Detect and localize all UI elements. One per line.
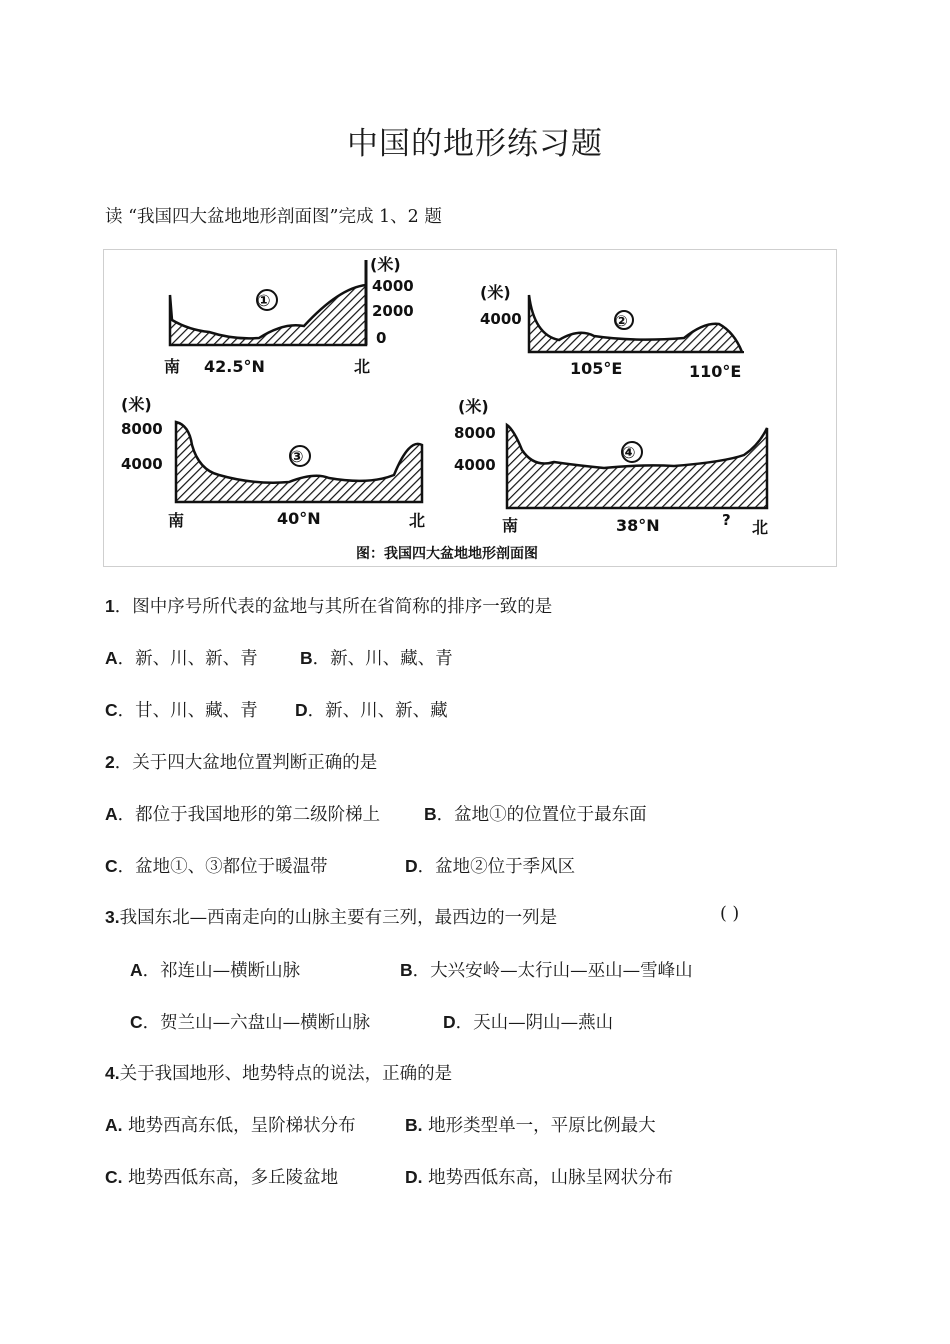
option-text: ．祁连山—横断山脉: [142, 961, 301, 981]
option-text: ．盆地②位于季风区: [417, 857, 576, 877]
figure-caption: 图：我国四大盆地地形剖面图: [356, 546, 538, 562]
option-label: A: [130, 960, 143, 980]
question-4-option-b: [405, 1112, 656, 1137]
question-4: [105, 1060, 452, 1085]
panel-3-north: 北: [409, 511, 426, 530]
option-label: D: [405, 856, 418, 876]
option-text: 地形类型单一，平原比例最大: [428, 1116, 656, 1136]
question-2-option-c: [105, 853, 328, 878]
option-label: C: [130, 1012, 143, 1032]
panel-4-north: 北: [752, 518, 769, 537]
profile-area-4: [507, 425, 767, 508]
panel-3-number: ③: [290, 447, 304, 466]
option-label: D: [295, 700, 308, 720]
option-label: C: [105, 700, 118, 720]
panel-1-number: ①: [257, 291, 271, 310]
option-text: ．新、川、新、藏: [307, 701, 448, 721]
page-title: 中国的地形练习题: [347, 126, 603, 162]
panel-3-unit: (米): [121, 395, 152, 414]
question-3-option-d: [443, 1009, 613, 1034]
profile-area-2: [529, 295, 742, 352]
panel-4-mark: ?: [722, 511, 731, 529]
panel-1-unit: (米): [370, 255, 401, 274]
basin-profile-svg: [104, 250, 836, 566]
intro-text: 读 “我国四大盆地地形剖面图”完成 1、2 题: [105, 207, 442, 227]
option-label: A: [105, 804, 118, 824]
panel-4-south: 南: [502, 516, 519, 535]
option-text: ．贺兰山—六盘山—横断山脉: [142, 1013, 371, 1033]
panel-3-tick-4000: 4000: [121, 455, 163, 473]
panel-4-tick-8000: 8000: [454, 424, 496, 442]
question-4-option-d: [405, 1164, 673, 1189]
panel-2-tick-4000: 4000: [480, 310, 522, 328]
option-label: C: [105, 856, 118, 876]
question-3-number: 3.: [105, 907, 120, 927]
question-1-option-a: [105, 645, 258, 670]
question-1: [105, 593, 552, 618]
panel-2-lon-110: 110°E: [689, 362, 742, 381]
question-2-text: ．关于四大盆地位置判断正确的是: [114, 753, 378, 773]
question-2-option-d: [405, 853, 575, 878]
question-2-option-a: [105, 801, 380, 826]
option-label: D.: [405, 1167, 423, 1187]
question-2-number: 2: [105, 752, 115, 772]
panel-2-lon-105: 105°E: [570, 359, 623, 378]
panel-1-tick-2000: 2000: [372, 302, 414, 320]
basin-profile-figure: [103, 249, 837, 567]
option-label: B: [424, 804, 437, 824]
option-label: B: [400, 960, 413, 980]
option-text: 地势西高东低，呈阶梯状分布: [128, 1116, 356, 1136]
question-3-option-c: [130, 1009, 370, 1034]
panel-3-south: 南: [168, 511, 185, 530]
option-text: ．天山—阴山—燕山: [455, 1013, 614, 1033]
panel-2-unit: (米): [480, 283, 511, 302]
panel-2-number: ②: [615, 312, 628, 330]
option-text: 地势西低东高，多丘陵盆地: [128, 1168, 339, 1188]
question-4-option-c: [105, 1164, 338, 1189]
question-2-option-b: [424, 801, 647, 826]
question-3: [105, 904, 557, 929]
question-4-text: 关于我国地形、地势特点的说法，正确的是: [119, 1064, 453, 1084]
question-4-number: 4.: [105, 1063, 120, 1083]
panel-3-tick-8000: 8000: [121, 420, 163, 438]
option-text: 地势西低东高，山脉呈网状分布: [428, 1168, 674, 1188]
profile-panel-3: [121, 395, 425, 530]
question-3-answer-blank: ( ): [720, 904, 740, 924]
panel-4-lat: 38°N: [616, 516, 660, 535]
question-1-option-c: [105, 697, 258, 722]
option-label: C.: [105, 1167, 123, 1187]
panel-3-lat: 40°N: [277, 509, 321, 528]
panel-1-south: 南: [164, 357, 181, 376]
question-1-option-b: [300, 645, 453, 670]
panel-4-number: ④: [622, 443, 636, 462]
option-text: ．盆地①的位置位于最东面: [436, 805, 647, 825]
panel-1-tick-4000: 4000: [372, 277, 414, 295]
profile-panel-4: [454, 397, 768, 537]
profile-panel-1: [164, 255, 414, 376]
question-3-option-a: [130, 957, 300, 982]
panel-1-tick-0: 0: [376, 329, 387, 347]
option-label: B.: [405, 1115, 423, 1135]
option-text: ．都位于我国地形的第二级阶梯上: [117, 805, 381, 825]
question-3-option-b: [400, 957, 693, 982]
panel-4-unit: (米): [458, 397, 489, 416]
profile-panel-2: [480, 283, 744, 381]
question-4-option-a: [105, 1112, 356, 1137]
option-text: ．盆地①、③都位于暖温带: [117, 857, 328, 877]
option-text: ．大兴安岭—太行山—巫山—雪峰山: [412, 961, 693, 981]
panel-1-north: 北: [354, 357, 371, 376]
option-text: ．新、川、新、青: [117, 649, 258, 669]
question-1-option-d: [295, 697, 448, 722]
question-2: [105, 749, 377, 774]
option-label: D: [443, 1012, 456, 1032]
question-1-number: 1: [105, 596, 115, 616]
option-label: A: [105, 648, 118, 668]
option-label: A.: [105, 1115, 123, 1135]
question-1-text: ．图中序号所代表的盆地与其所在省简称的排序一致的是: [114, 597, 553, 617]
option-label: B: [300, 648, 313, 668]
option-text: ．甘、川、藏、青: [117, 701, 258, 721]
question-3-text: 我国东北—西南走向的山脉主要有三列，最西边的一列是: [119, 908, 558, 928]
panel-4-tick-4000: 4000: [454, 456, 496, 474]
option-text: ．新、川、藏、青: [312, 649, 453, 669]
panel-1-lat: 42.5°N: [204, 357, 265, 376]
